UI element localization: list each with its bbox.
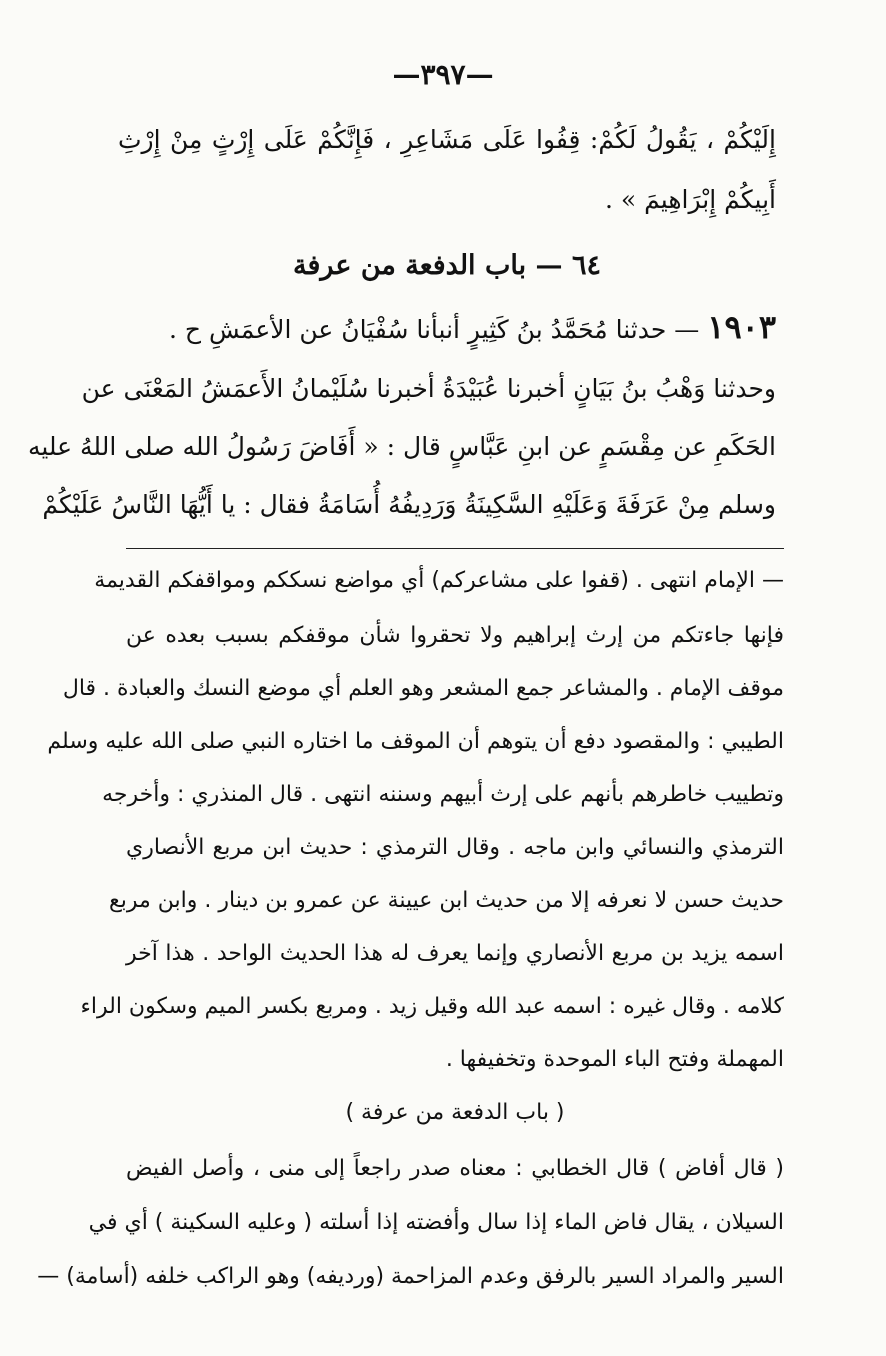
page-number: —٣٩٧— [392,58,494,91]
commentary-line: حديث حسن لا نعرفه إلا من حديث ابن عيينة عن عمرو بن دينار . وابن مربع [109,888,784,913]
commentary-line: السيلان ، يقال فاض الماء إذا سال وأفضته إذا أسلته ( وعليه السكينة ) أي في [88,1210,784,1235]
chapter-number: ٦٤ [571,250,601,281]
footnote-divider [126,548,784,549]
commentary-line: موقف الإمام . والمشاعر جمع المشعر وهو العلم أي موضع النسك والعبادة . قال [62,676,784,701]
commentary-line: الترمذي والنسائي وابن ماجه . وقال الترمذي : حديث ابن مربع الأنصاري [126,835,784,860]
hadith-continuation-line-1: إِلَيْكُمْ ، يَقُولُ لَكُمْ: قِفُوا عَلَى مَشَاعِرِ ، فَإِنَّكُمْ عَلَى إِرْثٍ مِنْ إِرْثِ [118,125,776,154]
chapter-dash: — [535,250,563,281]
commentary-line: فإنها جاءتكم من إرث إبراهيم ولا تحقروا شأن موقفكم بسبب بعده عن [126,623,784,648]
chapter-title: باب الدفعة من عرفة [293,250,527,281]
commentary-line: ( قال أفاض ) قال الخطابي : معناه صدر راجعاً إلى منى ، وأصل الفيض [126,1156,784,1181]
chapter-heading [118,242,776,290]
hadith-continuation-line-2: أَبِيكُمْ إِبْرَاهِيمَ » . [605,185,776,214]
commentary-line: كلامه . وقال غيره : اسمه عبد الله وقيل زيد . ومربع بكسر الميم وسكون الراء [80,994,784,1019]
hadith-first-line [118,302,776,352]
commentary-line: الطيبي : والمقصود دفع أن يتوهم أن الموقف ما اختاره النبي صلى الله عليه وسلم [47,729,784,754]
commentary-line: اسمه يزيد بن مربع الأنصاري وإنما يعرف له هذا الحديث الواحد . هذا آخر [126,941,784,966]
commentary-line: السير والمراد السير بالرفق وعدم المزاحمة (ورديفه) وهو الراكب خلفه (أسامة) — [37,1264,784,1289]
commentary-line: — الإمام انتهى . (قفوا على مشاعركم) أي مواضع نسككم ومواقفكم القديمة [94,568,784,593]
hadith-number: ١٩٠٣ [707,308,776,346]
hadith-line: وحدثنا وَهْبُ بنُ بَيَانٍ أخبرنا عُبَيْدَةُ أخبرنا سُلَيْمانُ الأَعمَشُ المَعْنَى عن [81,374,776,403]
hadith-line: الحَكَمِ عن مِقْسَمٍ عن ابنِ عَبَّاسٍ قال : « أَفَاضَ رَسُولُ الله صلى اللهُ عليه [27,432,776,461]
hadith-isnad-start: — حدثنا مُحَمَّدُ بنُ كَثِيرٍ أنبأنا سُفْيَانُ عن الأعمَشِ ح . [169,315,700,344]
hadith-line: وسلم مِنْ عَرَفَةَ وَعَلَيْهِ السَّكِينَةُ وَرَدِيفُهُ أُسَامَةُ فقال : يا أَيُّهَا النَّاسُ عَلَيْكُمْ [42,490,776,519]
commentary-line: وتطييب خاطرهم بأنهم على إرث أبيهم وسننه انتهى . قال المنذري : وأخرجه [102,782,784,807]
commentary-subheading: ( باب الدفعة من عرفة ) [345,1100,565,1125]
commentary-line: المهملة وفتح الباء الموحدة وتخفيفها . [445,1047,784,1072]
